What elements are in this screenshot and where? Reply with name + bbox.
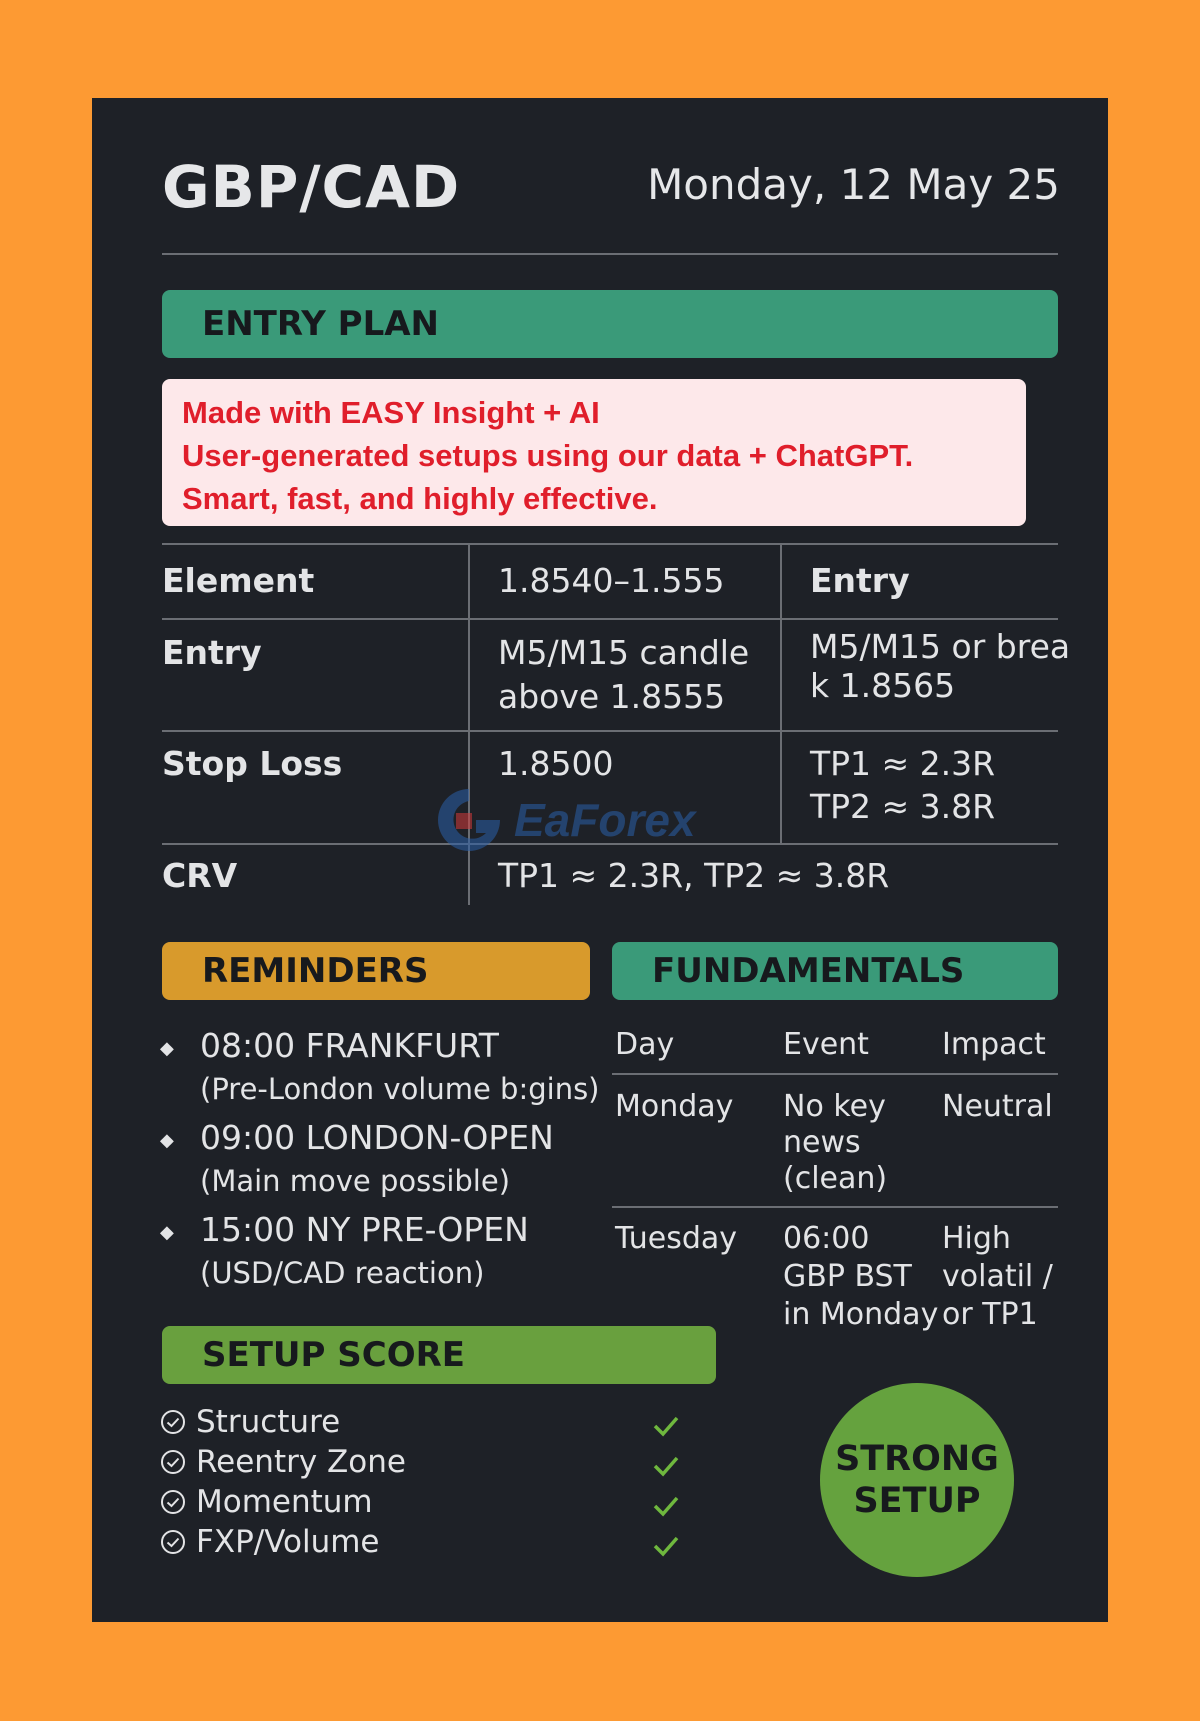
score-item — [160, 1524, 380, 1560]
reminder-time: 08:00 FRANKFURT — [200, 1026, 499, 1065]
fund-divider — [612, 1206, 1058, 1208]
badge-line: STRONG — [835, 1439, 999, 1479]
banner-line: Smart, fast, and highly effective. — [182, 481, 658, 516]
fund-event: 06:00 — [783, 1221, 870, 1256]
table-divider — [162, 618, 1058, 620]
table-cell: Entry — [810, 561, 910, 600]
fund-day: Tuesday — [615, 1221, 738, 1256]
reminder-time: 15:00 NY PRE-OPEN — [200, 1210, 529, 1249]
fund-header: Impact — [942, 1027, 1046, 1062]
currency-pair-title: GBP/CAD — [162, 153, 461, 221]
table-cell: TP2 ≈ 3.8R — [810, 787, 996, 826]
circle-check-icon — [160, 1529, 186, 1555]
fundamentals-header: FUNDAMENTALS — [612, 942, 1058, 1000]
table-column-divider — [780, 543, 782, 843]
fund-event: No key — [783, 1089, 886, 1124]
score-item — [160, 1484, 373, 1520]
table-cell: CRV — [162, 856, 238, 895]
score-item — [160, 1444, 406, 1480]
info-banner — [162, 379, 1026, 526]
table-cell: Entry — [162, 633, 262, 672]
fund-impact: or TP1 — [942, 1297, 1038, 1332]
fund-day: Monday — [615, 1089, 734, 1124]
circle-check-icon — [160, 1409, 186, 1435]
score-item-label: FXP/Volume — [196, 1524, 380, 1560]
table-cell: M5/M15 candle — [498, 633, 750, 672]
table-cell: Element — [162, 561, 315, 600]
entry-plan-header: ENTRY PLAN — [162, 290, 1058, 358]
table-cell: TP1 ≈ 2.3R, TP2 ≈ 3.8R — [498, 856, 890, 895]
reminders-header: REMINDERS — [162, 942, 590, 1000]
badge-line: SETUP — [853, 1481, 981, 1521]
date-label: Monday, 12 May 25 — [647, 160, 1060, 209]
green-check-icon — [652, 1454, 680, 1478]
green-check-icon — [652, 1414, 680, 1438]
table-divider — [162, 543, 1058, 545]
reminder-note: (Main move possible) — [200, 1164, 511, 1198]
strong-setup-badge — [820, 1383, 1014, 1577]
score-item-label: Structure — [196, 1404, 341, 1440]
setup-score-header: SETUP SCORE — [162, 1326, 716, 1384]
fund-divider — [612, 1073, 1058, 1075]
eaforex-logo-icon — [432, 783, 506, 857]
score-item-label: Reentry Zone — [196, 1444, 406, 1480]
table-divider — [162, 730, 1058, 732]
table-cell: Stop Loss — [162, 744, 343, 783]
bullet-icon: ◆ — [160, 1222, 174, 1243]
reminder-note: (USD/CAD reaction) — [200, 1256, 485, 1290]
bullet-icon: ◆ — [160, 1038, 174, 1059]
fund-event: (clean) — [783, 1161, 888, 1196]
circle-check-icon — [160, 1489, 186, 1515]
banner-line: User-generated setups using our data + ChatGPT. — [182, 438, 914, 473]
table-cell: TP1 ≈ 2.3R — [810, 744, 996, 783]
fund-event: news — [783, 1125, 861, 1160]
fund-impact: Neutral — [942, 1089, 1053, 1124]
bullet-icon: ◆ — [160, 1130, 174, 1151]
fund-header: Day — [615, 1027, 675, 1062]
score-item — [160, 1404, 340, 1440]
setup-card — [92, 98, 1108, 1622]
table-cell: k 1.8565 — [810, 666, 956, 705]
table-cell: M5/M15 or brea — [810, 627, 1071, 666]
fund-event: GBP BST — [783, 1259, 912, 1294]
green-check-icon — [652, 1494, 680, 1518]
watermark — [432, 780, 772, 860]
fund-impact: High — [942, 1221, 1011, 1256]
reminder-time: 09:00 LONDON-OPEN — [200, 1118, 554, 1157]
table-cell: 1.8540–1.555 — [498, 561, 725, 600]
green-check-icon — [652, 1534, 680, 1558]
fund-event: in Monday — [783, 1297, 939, 1332]
circle-check-icon — [160, 1449, 186, 1475]
fund-impact: volatil / — [942, 1259, 1053, 1294]
watermark-text: EaForex — [514, 794, 696, 846]
table-cell: 1.8500 — [498, 744, 614, 783]
banner-line: Made with EASY Insight + AI — [182, 395, 600, 430]
reminder-note: (Pre-London volume b:gins) — [200, 1072, 600, 1106]
score-item-label: Momentum — [196, 1484, 373, 1520]
header-divider — [162, 253, 1058, 255]
fund-header: Event — [783, 1027, 869, 1062]
table-cell: above 1.8555 — [498, 677, 726, 716]
